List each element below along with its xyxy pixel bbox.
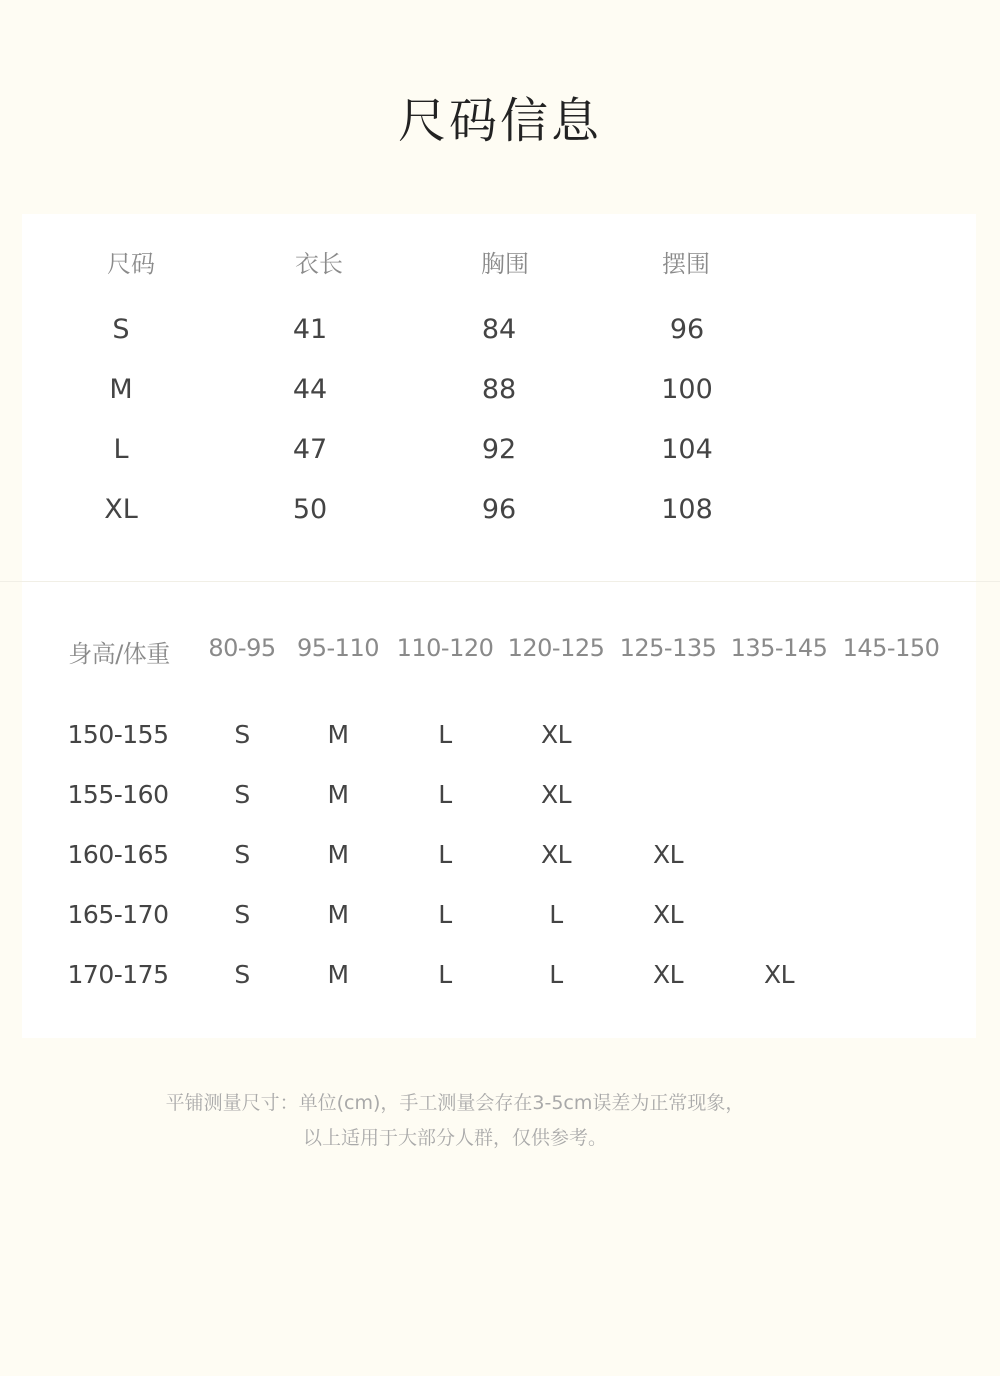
fit-table-cell: S: [234, 840, 250, 869]
fit-table-cell: L: [438, 780, 452, 809]
size-table-cell: 92: [481, 434, 517, 465]
fit-header-height-weight: 身高/体重: [68, 640, 170, 668]
fit-table-cell: L: [438, 960, 452, 989]
section-divider: [0, 581, 1000, 582]
fit-table-cell: XL: [652, 900, 684, 929]
note-line-2: 以上适用于大部分人群，仅供参考。: [302, 1127, 607, 1149]
fit-header-weight-range: 145-150: [842, 634, 940, 662]
fit-header-weight-range: 95-110: [296, 634, 379, 662]
size-table-cell: 96: [481, 494, 517, 525]
size-table-cell: L: [113, 434, 129, 465]
fit-table-cell: S: [234, 960, 250, 989]
size-table-cell: 100: [661, 374, 713, 405]
fit-table-cell: XL: [540, 720, 572, 749]
size-table-cell: 47: [292, 434, 328, 465]
size-table-cell: 88: [481, 374, 517, 405]
size-table-cell: XL: [104, 494, 138, 525]
size-header-size: 尺码: [107, 250, 155, 278]
fit-row-height: 150-155: [67, 720, 169, 749]
fit-header-weight-range: 135-145: [730, 634, 828, 662]
fit-table-cell: S: [234, 780, 250, 809]
fit-table-cell: L: [438, 840, 452, 869]
fit-table-cell: M: [327, 720, 349, 749]
size-table-cell: 44: [292, 374, 328, 405]
fit-row-height: 160-165: [67, 840, 169, 869]
fit-table-cell: S: [234, 720, 250, 749]
fit-header-weight-range: 80-95: [208, 634, 276, 662]
size-table-cell: 104: [661, 434, 713, 465]
size-table-cell: 50: [292, 494, 328, 525]
fit-row-height: 155-160: [67, 780, 169, 809]
fit-table-cell: L: [549, 900, 563, 929]
size-header-hem: 摆围: [662, 250, 710, 278]
size-header-chest: 胸围: [481, 250, 529, 278]
fit-header-weight-range: 120-125: [507, 634, 605, 662]
fit-header-weight-range: 110-120: [396, 634, 494, 662]
size-header-length: 衣长: [295, 250, 343, 278]
fit-table-cell: M: [327, 960, 349, 989]
fit-table-cell: L: [438, 900, 452, 929]
size-table-cell: 96: [669, 314, 705, 345]
fit-table-cell: M: [327, 900, 349, 929]
fit-table-cell: XL: [540, 840, 572, 869]
size-table-cell: 84: [481, 314, 517, 345]
fit-table-cell: XL: [763, 960, 795, 989]
fit-table-cell: XL: [540, 780, 572, 809]
size-table-cell: 41: [292, 314, 328, 345]
page-title: 尺码信息: [397, 93, 602, 149]
fit-table-cell: M: [327, 840, 349, 869]
size-table-cell: 108: [661, 494, 713, 525]
fit-table-cell: XL: [652, 960, 684, 989]
fit-table-cell: S: [234, 900, 250, 929]
fit-header-weight-range: 125-135: [619, 634, 717, 662]
fit-table-cell: XL: [652, 840, 684, 869]
fit-table-cell: M: [327, 780, 349, 809]
note-line-1: 平铺测量尺寸：单位(cm)，手工测量会存在3-5cm误差为正常现象，: [165, 1092, 745, 1114]
fit-row-height: 170-175: [67, 960, 169, 989]
size-table-cell: S: [112, 314, 130, 345]
size-table-cell: M: [109, 374, 133, 405]
fit-row-height: 165-170: [67, 900, 169, 929]
fit-table-cell: L: [438, 720, 452, 749]
fit-table-cell: L: [549, 960, 563, 989]
